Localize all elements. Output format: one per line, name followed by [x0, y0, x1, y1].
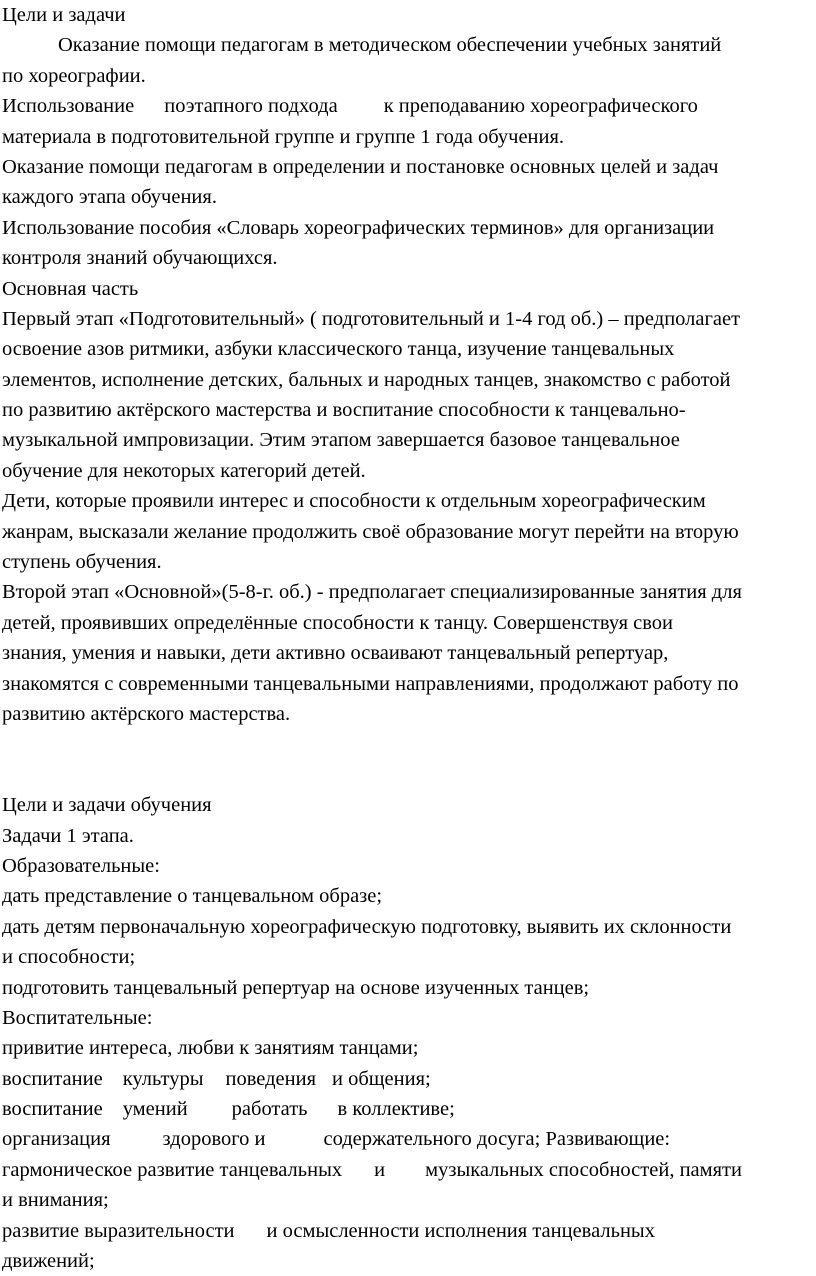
paragraph-line — [0, 91, 816, 121]
blank-line — [0, 760, 816, 790]
list-item — [0, 1124, 816, 1154]
paragraph-line: знания, умения и навыки, дети активно осваивают танцевальный репертуар, — [2, 642, 669, 665]
paragraph-line: элементов, исполнение детских, бальных и народных танцев, знакомство с работой — [2, 368, 731, 391]
text-segment: поэтапного подхода — [164, 95, 338, 118]
paragraph-line: Оказание помощи педагогам в методическом обеспечении учебных занятий — [58, 34, 722, 57]
paragraph-line: ступень обучения. — [2, 551, 162, 574]
paragraph-line: освоение азов ритмики, азбуки классического танца, изучение танцевальных — [2, 338, 675, 361]
paragraph-line: жанрам, высказали желание продолжить своё образование могут перейти на вторую — [2, 520, 739, 543]
text-segment: воспитание — [2, 1098, 103, 1121]
list-item: и способности; — [2, 946, 136, 969]
text-segment: воспитание — [2, 1067, 103, 1090]
text-segment: организация — [2, 1128, 111, 1151]
text-segment: развитие выразительности — [2, 1219, 235, 1242]
text-segment: содержательного досуга; Развивающие: — [323, 1128, 671, 1151]
paragraph-line: Второй этап «Основной»(5-8-г. об.) - предполагает специализированные занятия для — [2, 581, 742, 604]
text-segment: поведения — [225, 1067, 316, 1090]
paragraph-line: Оказание помощи педагогам в определении и постановке основных целей и задач — [2, 155, 719, 178]
heading-learning-goals: Цели и задачи обучения — [2, 794, 212, 817]
text-segment: здорового и — [162, 1128, 266, 1151]
text-segment: к преподаванию хореографического — [383, 95, 698, 118]
paragraph-line: контроля знаний обучающихся. — [2, 247, 278, 270]
text-segment: культуры — [122, 1067, 204, 1090]
paragraph-line: материала в подготовительной группе и группе 1 года обучения. — [2, 125, 565, 148]
subheading-upbringing: Воспитательные: — [2, 1006, 153, 1029]
text-segment: Использование — [2, 95, 135, 118]
text-segment: музыкальных способностей, памяти — [425, 1158, 742, 1181]
list-item — [0, 1064, 816, 1094]
list-item — [0, 1216, 816, 1246]
text-segment: и общения; — [332, 1067, 431, 1090]
list-item: подготовить танцевальный репертуар на основе изученных танцев; — [2, 976, 590, 999]
paragraph-line: детей, проявивших определённые способности к танцу. Совершенствуя свои — [2, 611, 674, 634]
list-item: дать представление о танцевальном образе; — [2, 885, 383, 908]
text-segment: и — [374, 1158, 386, 1181]
text-segment: гармоническое развитие танцевальных — [2, 1158, 343, 1181]
text-segment: умений — [122, 1098, 188, 1121]
blank-line — [0, 729, 816, 759]
list-item: дать детям первоначальную хореографическую подготовку, выявить их склонности — [2, 915, 732, 938]
list-item — [0, 1094, 816, 1124]
heading-stage-1-tasks: Задачи 1 этапа. — [2, 824, 134, 847]
text-segment: работать — [231, 1098, 308, 1121]
paragraph-line: каждого этапа обучения. — [2, 186, 217, 209]
paragraph-line: музыкальной импровизации. Этим этапом завершается базовое танцевальное — [2, 429, 680, 452]
list-item: и внимания; — [2, 1189, 109, 1212]
heading-goals: Цели и задачи — [2, 4, 126, 26]
paragraph-line: Первый этап «Подготовительный» ( подготовительный и 1-4 год об.) – предполагает — [2, 307, 741, 330]
paragraph-line: по хореографии. — [2, 64, 146, 87]
list-item: привитие интереса, любви к занятиям танцами; — [2, 1037, 419, 1060]
paragraph-line: по развитию актёрского мастерства и воспитание способности к танцевально- — [2, 399, 686, 422]
heading-main-part: Основная часть — [2, 277, 139, 300]
paragraph-line: Использование пособия «Словарь хореографических терминов» для организации — [2, 216, 715, 239]
list-item — [0, 1155, 816, 1185]
paragraph-line: Дети, которые проявили интерес и способности к отдельным хореографическим — [2, 490, 706, 513]
text-segment: в коллективе; — [337, 1098, 455, 1121]
subheading-educational: Образовательные: — [2, 854, 160, 877]
paragraph-line: развитию актёрского мастерства. — [2, 702, 291, 725]
list-item: движений; — [2, 1250, 95, 1273]
text-segment: и осмысленности исполнения танцевальных — [266, 1219, 655, 1242]
paragraph-line: знакомятся с современными танцевальными направлениями, продолжают работу по — [2, 672, 739, 695]
paragraph-line: обучение для некоторых категорий детей. — [2, 459, 366, 482]
